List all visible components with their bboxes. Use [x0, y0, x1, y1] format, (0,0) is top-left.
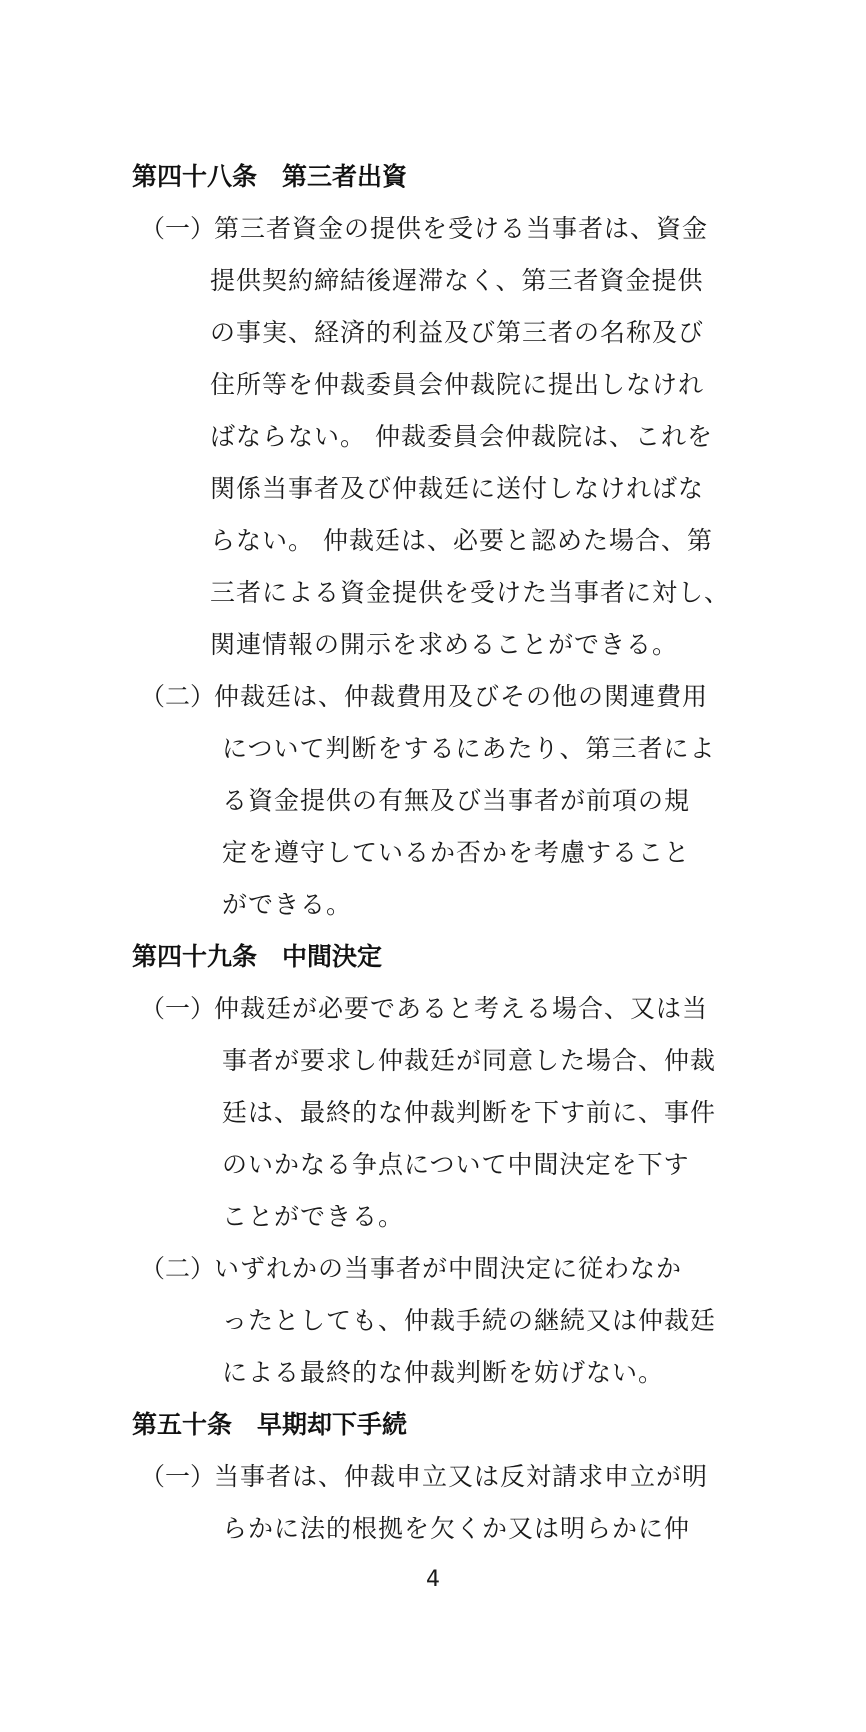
- article-48-item-2-line: る資金提供の有無及び当事者が前項の規: [222, 786, 691, 815]
- page-number: 4: [426, 1567, 440, 1592]
- article-48-item-1-line: らない。 仲裁廷は、必要と認めた場合、第: [210, 526, 713, 555]
- article-48-item-1-line: 住所等を仲裁委員会仲裁院に提出しなけれ: [210, 370, 705, 399]
- article-48-item-1-line: 関係当事者及び仲裁廷に送付しなければな: [210, 474, 705, 503]
- article-49-item-2-marker: （二）: [140, 1254, 216, 1283]
- article-48-item-1-marker: （一）: [140, 214, 216, 243]
- article-49-item-1-line: 事者が要求し仲裁廷が同意した場合、仲裁: [222, 1046, 717, 1075]
- article-50-item-1-marker: （一）: [140, 1462, 216, 1491]
- article-50-title: 第五十条 早期却下手続: [132, 1410, 408, 1439]
- article-48-item-1-line: の事実、経済的利益及び第三者の名称及び: [210, 318, 705, 347]
- article-49-item-1-line: 廷は、最終的な仲裁判断を下す前に、事件: [222, 1098, 717, 1127]
- article-49-title: 第四十九条 中間決定: [132, 942, 383, 971]
- article-48-item-1-line: 関連情報の開示を求めることができる。: [210, 630, 679, 659]
- article-49-item-2-line: ったとしても、仲裁手続の継続又は仲裁廷: [222, 1306, 717, 1335]
- article-49-item-1-line: 仲裁廷が必要であると考える場合、又は当: [214, 994, 709, 1023]
- article-48-item-2-line: ができる。: [222, 890, 353, 919]
- article-48-item-1-line: 提供契約締結後遅滞なく、第三者資金提供: [210, 266, 704, 295]
- article-49-item-1-line: のいかなる争点について中間決定を下す: [222, 1150, 690, 1179]
- article-50-item-1-line: らかに法的根拠を欠くか又は明らかに仲: [222, 1514, 691, 1543]
- article-48-item-1-line: 第三者資金の提供を受ける当事者は、資金: [214, 214, 709, 243]
- article-50-item-1-line: 当事者は、仲裁申立又は反対請求申立が明: [214, 1462, 709, 1491]
- article-48-item-2-marker: （二）: [140, 682, 216, 711]
- article-49-item-2-line: による最終的な仲裁判断を妨げない。: [222, 1358, 665, 1387]
- article-48-title: 第四十八条 第三者出資: [132, 162, 408, 191]
- article-49-item-1-marker: （一）: [140, 994, 216, 1023]
- article-48-item-2-line: 定を遵守しているか否かを考慮すること: [222, 838, 691, 867]
- article-48-item-1-line: ばならない。 仲裁委員会仲裁院は、これを: [210, 422, 713, 451]
- article-48-item-1-line: 三者による資金提供を受けた当事者に対し、: [210, 578, 731, 607]
- article-49-item-2-line: いずれかの当事者が中間決定に従わなか: [214, 1254, 683, 1283]
- article-49-item-1-line: ことができる。: [222, 1202, 405, 1231]
- article-48-item-2-line: について判断をするにあたり、第三者によ: [222, 734, 716, 763]
- article-48-item-2-line: 仲裁廷は、仲裁費用及びその他の関連費用: [214, 682, 709, 711]
